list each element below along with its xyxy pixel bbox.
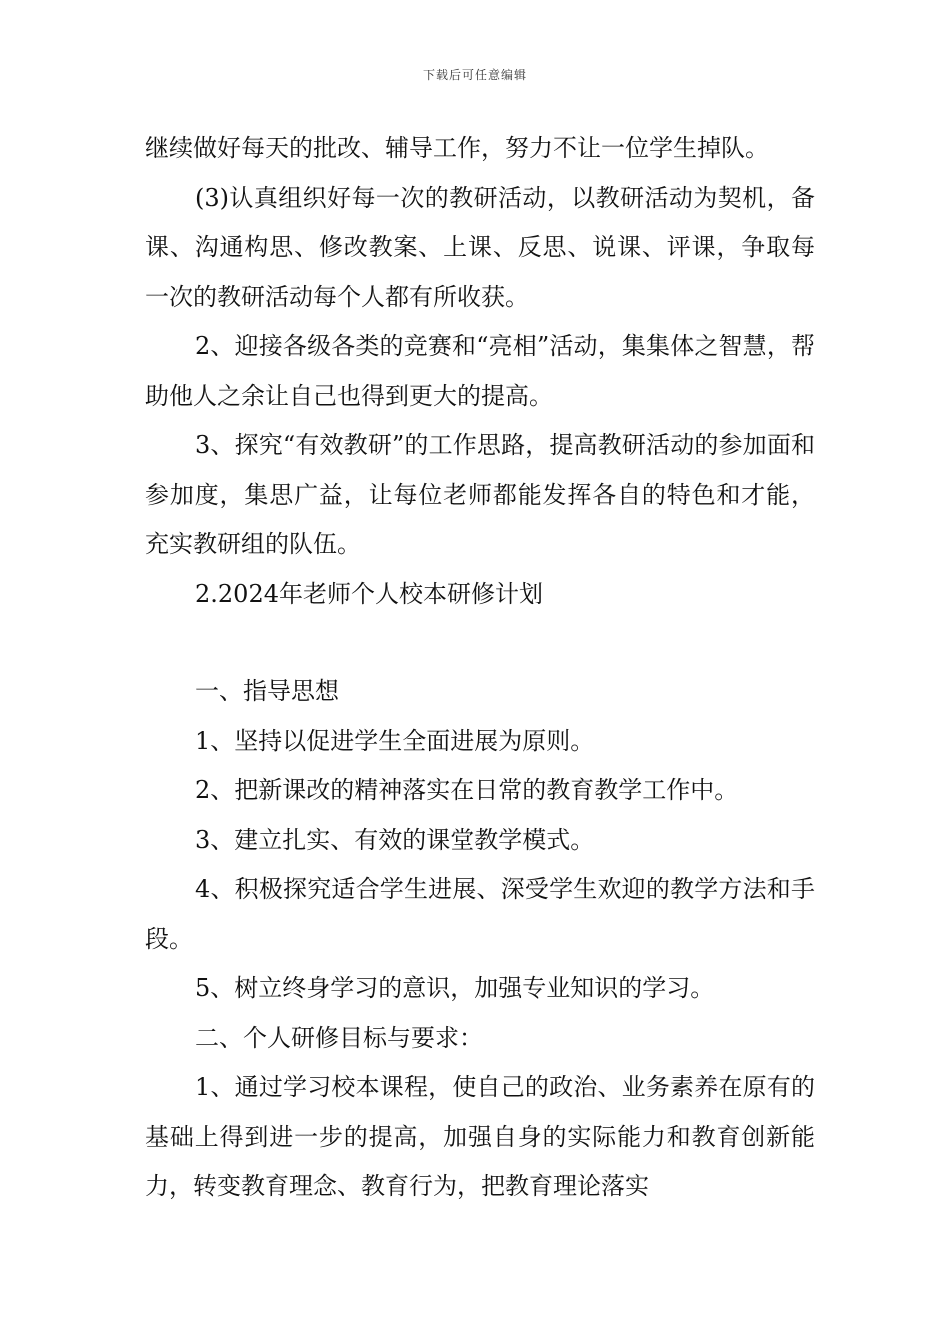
heading-goals: 二、个人研修目标与要求： [195, 1023, 483, 1052]
paragraph-item-3: (3)认真组织好每一次的教研活动，以教研活动为契机，备课、沟通构思、修改教案、上课、反思、说课、评课，争取每一次的教研活动每个人都有所收获。 [145, 183, 815, 311]
paragraph-point-3: 3、探究“有效教研”的工作思路，提高教研活动的参加面和参加度，集思广益，让每位老师都能发挥各自的特色和才能，充实教研组的队伍。 [145, 431, 815, 558]
document-body [145, 124, 815, 1212]
goal-item-1: 1、通过学习校本课程，使自己的政治、业务素养在原有的基础上得到进一步的提高，加强自身的实际能力和教育创新能力，转变教育理念、教育行为，把教育理论落实 [145, 1073, 815, 1200]
page-header: 下载后可任意编辑 [422, 68, 527, 82]
paragraph-point-2: 2、迎接各级各类的竞赛和“亮相”活动，集集体之智慧，帮助他人之余让自己也得到更大的提高。 [145, 332, 815, 410]
blank-line [145, 619, 815, 667]
section-title: 2.2024年老师个人校本研修计划 [195, 579, 543, 608]
heading-guiding-idea: 一、指导思想 [195, 677, 339, 705]
list-item-2: 2、把新课改的精神落实在日常的教育教学工作中。 [195, 776, 739, 804]
list-item-4: 4、积极探究适合学生进展、深受学生欢迎的教学方法和手段。 [145, 875, 815, 953]
list-item-1: 1、坚持以促进学生全面进展为原则。 [195, 726, 595, 755]
list-item-5: 5、树立终身学习的意识，加强专业知识的学习。 [195, 974, 715, 1002]
paragraph-continuation: 继续做好每天的批改、辅导工作，努力不让一位学生掉队。 [145, 134, 769, 162]
list-item-3: 3、建立扎实、有效的课堂教学模式。 [195, 825, 595, 854]
